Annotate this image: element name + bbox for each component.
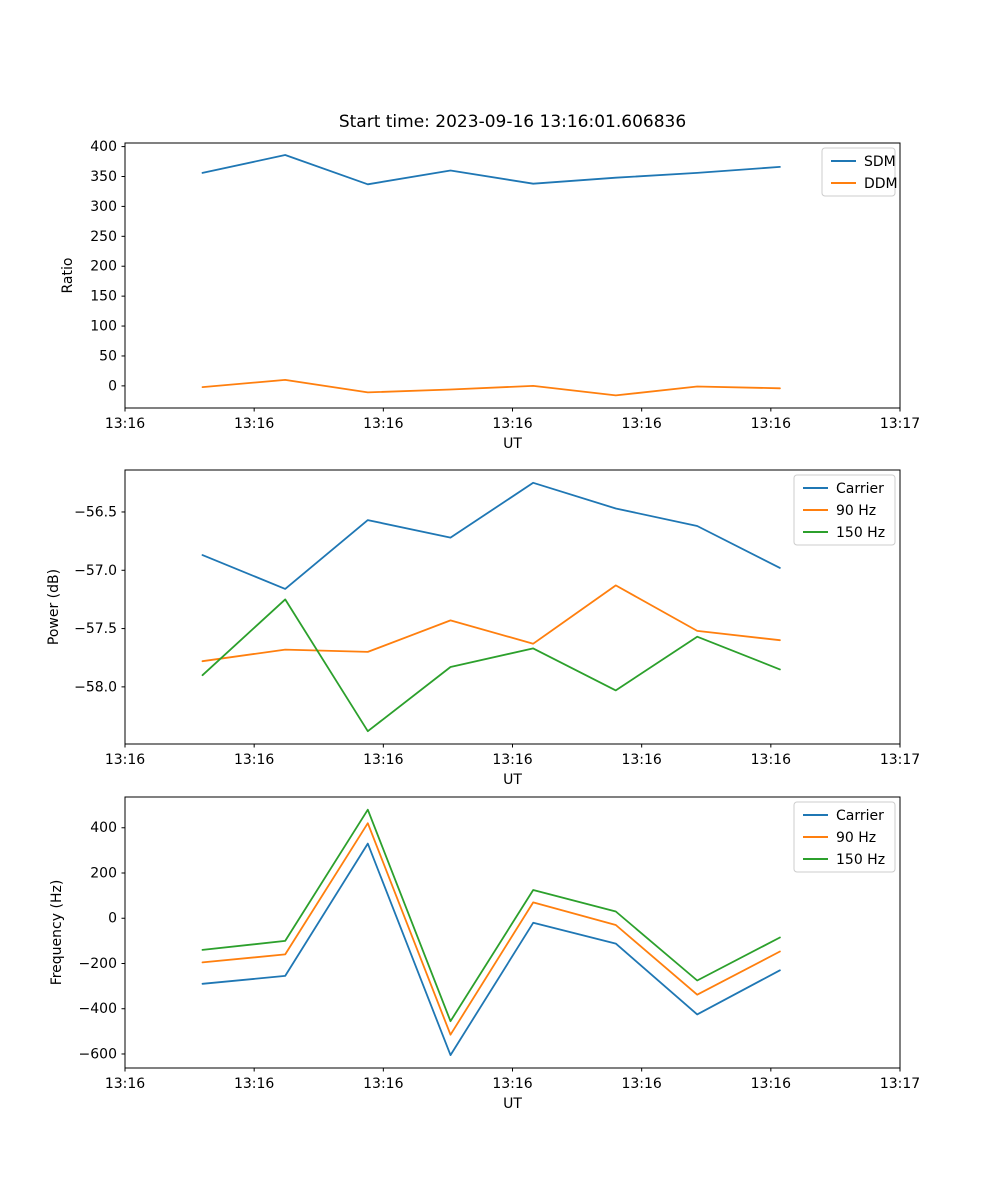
series-line-90-hz bbox=[203, 585, 780, 661]
y-axis-label: Power (dB) bbox=[46, 568, 62, 646]
legend-label-carrier: Carrier bbox=[836, 807, 884, 824]
x-tick-label: 13:16 bbox=[104, 416, 146, 432]
y-tick-label: 50 bbox=[99, 348, 117, 365]
x-tick-label: 13:16 bbox=[621, 416, 662, 432]
y-tick-label: 0 bbox=[108, 378, 117, 395]
y-tick-label: −400 bbox=[78, 1001, 117, 1018]
x-tick-label: 13:16 bbox=[492, 1076, 533, 1092]
legend-label-sdm: SDM bbox=[864, 153, 896, 170]
y-tick-label: −57.0 bbox=[74, 562, 117, 579]
legend-label-90-hz: 90 Hz bbox=[836, 502, 877, 519]
series-line-sdm bbox=[203, 155, 780, 184]
axes-box bbox=[125, 143, 900, 408]
x-tick-label: 13:16 bbox=[363, 416, 404, 432]
x-tick-label: 13:16 bbox=[233, 752, 275, 768]
x-axis-label: UT bbox=[503, 436, 522, 452]
legend-label-150-hz: 150 Hz bbox=[836, 851, 886, 868]
y-tick-label: 250 bbox=[90, 228, 117, 245]
y-tick-label: 400 bbox=[90, 139, 117, 156]
x-tick-label: 13:17 bbox=[879, 1076, 921, 1092]
legend-label-ddm: DDM bbox=[864, 175, 898, 192]
x-axis-label: UT bbox=[503, 1096, 522, 1112]
x-tick-label: 13:16 bbox=[750, 752, 792, 768]
series-line-ddm bbox=[203, 380, 780, 396]
y-tick-label: 100 bbox=[90, 318, 117, 335]
series-line-150-hz bbox=[203, 599, 780, 731]
x-tick-label: 13:16 bbox=[104, 752, 146, 768]
x-tick-label: 13:16 bbox=[233, 416, 275, 432]
x-tick-label: 13:16 bbox=[750, 416, 792, 432]
legend-label-carrier: Carrier bbox=[836, 480, 884, 497]
x-tick-label: 13:17 bbox=[879, 752, 921, 768]
series-line-90-hz bbox=[203, 823, 780, 1034]
subplot-frequency bbox=[49, 797, 920, 1112]
figure-title: Start time: 2023-09-16 13:16:01.606836 bbox=[338, 112, 687, 132]
x-tick-label: 13:16 bbox=[621, 1076, 662, 1092]
y-tick-label: −56.5 bbox=[74, 504, 117, 521]
y-axis-label: Frequency (Hz) bbox=[49, 879, 65, 986]
y-tick-label: 150 bbox=[90, 288, 117, 305]
y-tick-label: −600 bbox=[78, 1046, 117, 1063]
legend-label-150-hz: 150 Hz bbox=[836, 524, 886, 541]
x-tick-label: 13:16 bbox=[621, 752, 662, 768]
legend bbox=[794, 802, 895, 872]
y-tick-label: 300 bbox=[90, 198, 117, 215]
x-tick-label: 13:16 bbox=[233, 1076, 275, 1092]
y-tick-label: 400 bbox=[90, 820, 117, 837]
axes-box bbox=[125, 797, 900, 1068]
y-axis-label: Ratio bbox=[60, 257, 76, 294]
x-tick-label: 13:16 bbox=[363, 1076, 404, 1092]
axes-box bbox=[125, 470, 900, 744]
y-tick-label: 200 bbox=[90, 258, 117, 275]
legend-label-90-hz: 90 Hz bbox=[836, 829, 877, 846]
legend bbox=[822, 148, 898, 196]
y-tick-label: 200 bbox=[90, 865, 117, 882]
x-axis-label: UT bbox=[503, 772, 522, 788]
x-tick-label: 13:16 bbox=[104, 1076, 146, 1092]
legend bbox=[794, 475, 895, 545]
y-tick-label: 350 bbox=[90, 168, 117, 185]
y-tick-label: −200 bbox=[78, 955, 117, 972]
y-tick-label: −57.5 bbox=[74, 621, 117, 638]
y-tick-label: 0 bbox=[108, 910, 117, 927]
x-tick-label: 13:16 bbox=[492, 416, 533, 432]
subplot-ratio bbox=[60, 139, 920, 452]
y-tick-label: −58.0 bbox=[74, 679, 117, 696]
subplot-power bbox=[46, 470, 920, 788]
series-line-carrier bbox=[203, 483, 780, 589]
x-tick-label: 13:17 bbox=[879, 416, 921, 432]
x-tick-label: 13:16 bbox=[750, 1076, 792, 1092]
x-tick-label: 13:16 bbox=[363, 752, 404, 768]
x-tick-label: 13:16 bbox=[492, 752, 533, 768]
